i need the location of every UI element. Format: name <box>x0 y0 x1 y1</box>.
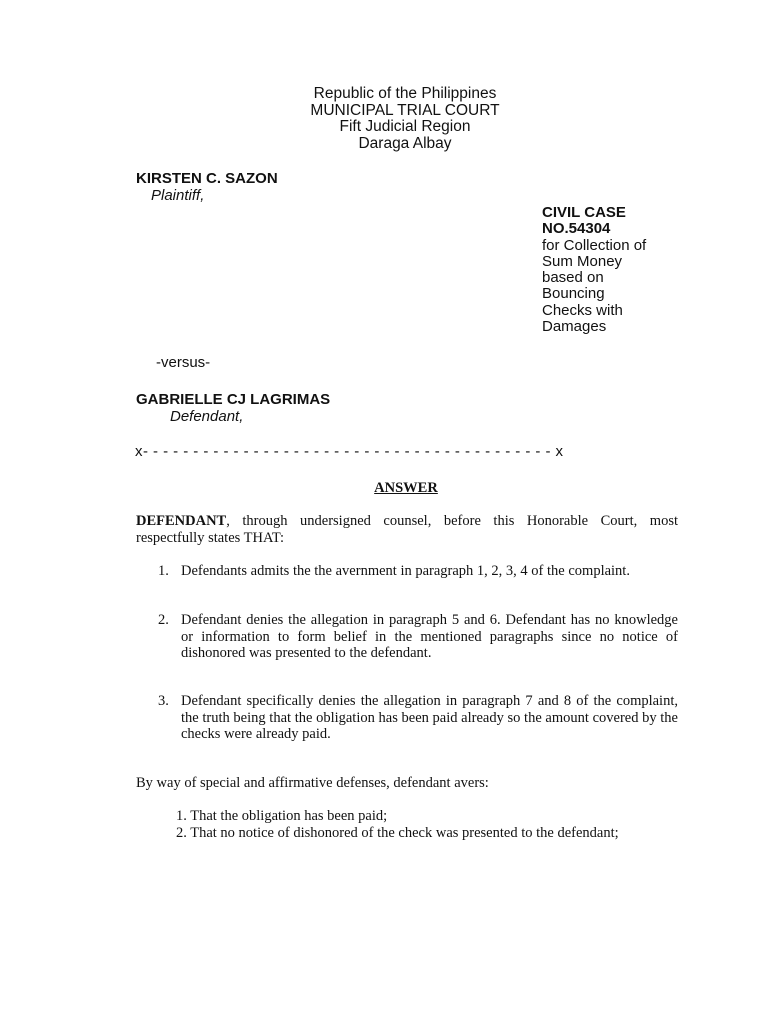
plaintiff-name: KIRSTEN C. SAZON <box>136 170 278 187</box>
item-number: 2. <box>158 612 169 628</box>
defenses-intro: By way of special and affirmative defenses, defendant avers: <box>136 775 489 791</box>
case-description-line: based on <box>542 269 604 287</box>
case-description-line: Sum Money <box>542 252 623 270</box>
case-caption <box>542 205 702 335</box>
header-location: Daraga Albay <box>358 134 452 152</box>
defense-item: 2. That no notice of dishonored of the check was presented to the defendant; <box>176 825 619 841</box>
item-text: Defendant denies the allegation in paragraph 5 and 6. Defendant has no knowledge or information to form belief in the mentioned paragraphs since no notice of dishonored was presented to the defendant. <box>181 612 678 661</box>
item-text: Defendants admits the the avernment in paragraph 1, 2, 3, 4 of the complaint. <box>181 563 630 579</box>
case-description-line: Checks with <box>542 301 623 319</box>
intro-paragraph <box>136 513 678 546</box>
case-number: NO.54304 <box>542 220 611 238</box>
item-number: 1. <box>158 563 169 579</box>
defense-item: 1. That the obligation has been paid; <box>176 808 388 824</box>
intro-text: , through undersigned counsel, before this Honorable Court, most respectfully states THAT: <box>136 513 678 546</box>
header-court: MUNICIPAL TRIAL COURT <box>310 101 500 119</box>
versus-label: -versus- <box>156 354 211 371</box>
plaintiff-role: Plaintiff, <box>151 187 205 204</box>
case-label: CIVIL CASE <box>542 204 626 221</box>
item-text: Defendant specifically denies the allegation in paragraph 7 and 8 of the complaint, the truth being that the obligation has been paid already so the amount covered by the checks were already paid. <box>181 693 678 742</box>
intro-lead: DEFENDANT <box>136 513 227 529</box>
header-republic: Republic of the Philippines <box>313 85 497 102</box>
case-description-line: Damages <box>542 318 607 336</box>
defendant-role: Defendant, <box>170 408 244 425</box>
case-description-line: for Collection of <box>542 236 647 254</box>
case-description-line: Bouncing <box>542 285 605 303</box>
document-title: ANSWER <box>374 480 438 496</box>
caption-separator: x- - - - - - - - - - - - - - - - - - - - - - - - - - - - - - - - - - - - - - - - - x <box>135 443 564 460</box>
item-number: 3. <box>158 693 169 709</box>
court-header <box>0 86 768 152</box>
defendant-name: GABRIELLE CJ LAGRIMAS <box>136 391 331 408</box>
header-region: Fift Judicial Region <box>339 118 471 135</box>
